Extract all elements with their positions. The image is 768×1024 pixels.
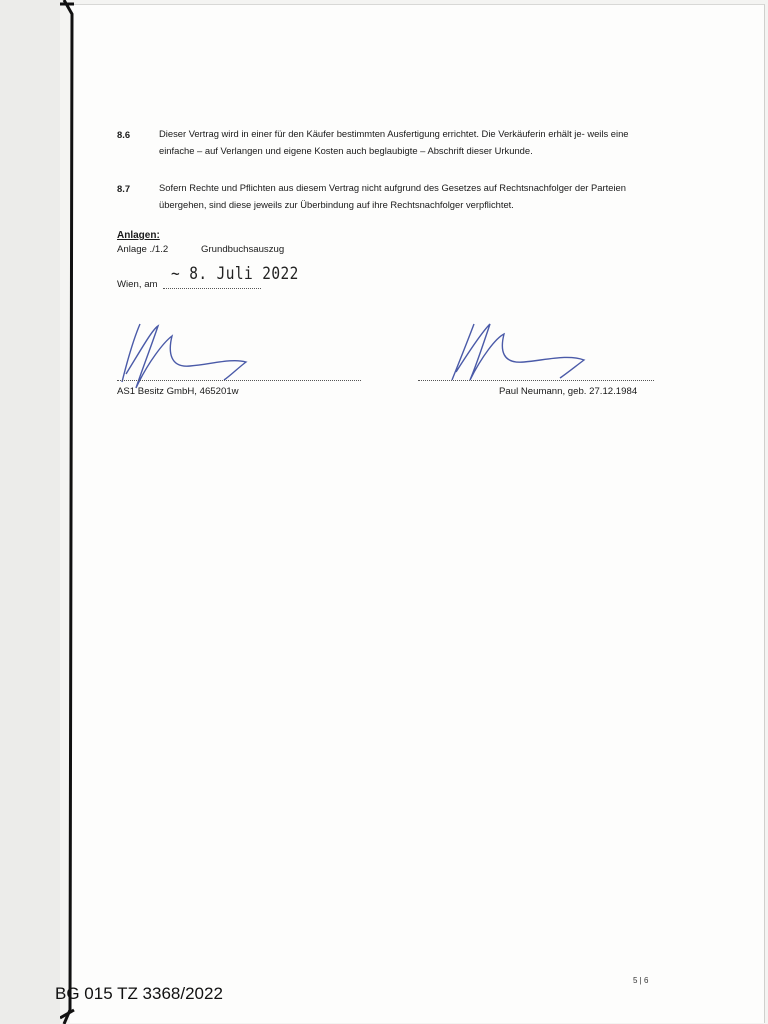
attachments-heading: Anlagen:: [117, 230, 160, 241]
document-reference: BG 015 TZ 3368/2022: [55, 984, 223, 1003]
binding-edge: [60, 0, 82, 1024]
attachment-ref: Anlage ./1.2: [117, 244, 169, 255]
date-line: [163, 288, 261, 289]
attachment-name: Grundbuchsauszug: [201, 244, 285, 255]
signature-line-left: [117, 380, 361, 381]
page-number: 5 | 6: [633, 976, 649, 985]
clause-number: 8.7: [117, 183, 131, 194]
clause-text: Sofern Rechte und Pflichten aus diesem Vertrag nicht aufgrund des Gesetzes auf Rechtsnachfolger der Parteien übergehen, sind diese jeweils zur Überbindung auf ihre Rechtsnachfolger verpflichtet.: [159, 182, 626, 210]
clause-number: 8.6: [117, 129, 131, 140]
handwritten-date: ~ 8. Juli 2022: [171, 264, 299, 284]
place-label: Wien, am: [117, 279, 158, 290]
signatory-right: Paul Neumann, geb. 27.12.1984: [499, 386, 638, 397]
signature-line-right: [418, 380, 654, 381]
scan-margin: [0, 0, 60, 1024]
signatory-left: AS1 Besitz GmbH, 465201w: [117, 386, 239, 397]
clause-text: Dieser Vertrag wird in einer für den Käufer bestimmten Ausfertigung errichtet. Die Verkäuferin erhält je- weils eine einfache – auf Verlangen und eigene Kosten auch beglaubigte – Abschrift dieser Urkunde.: [159, 128, 629, 156]
